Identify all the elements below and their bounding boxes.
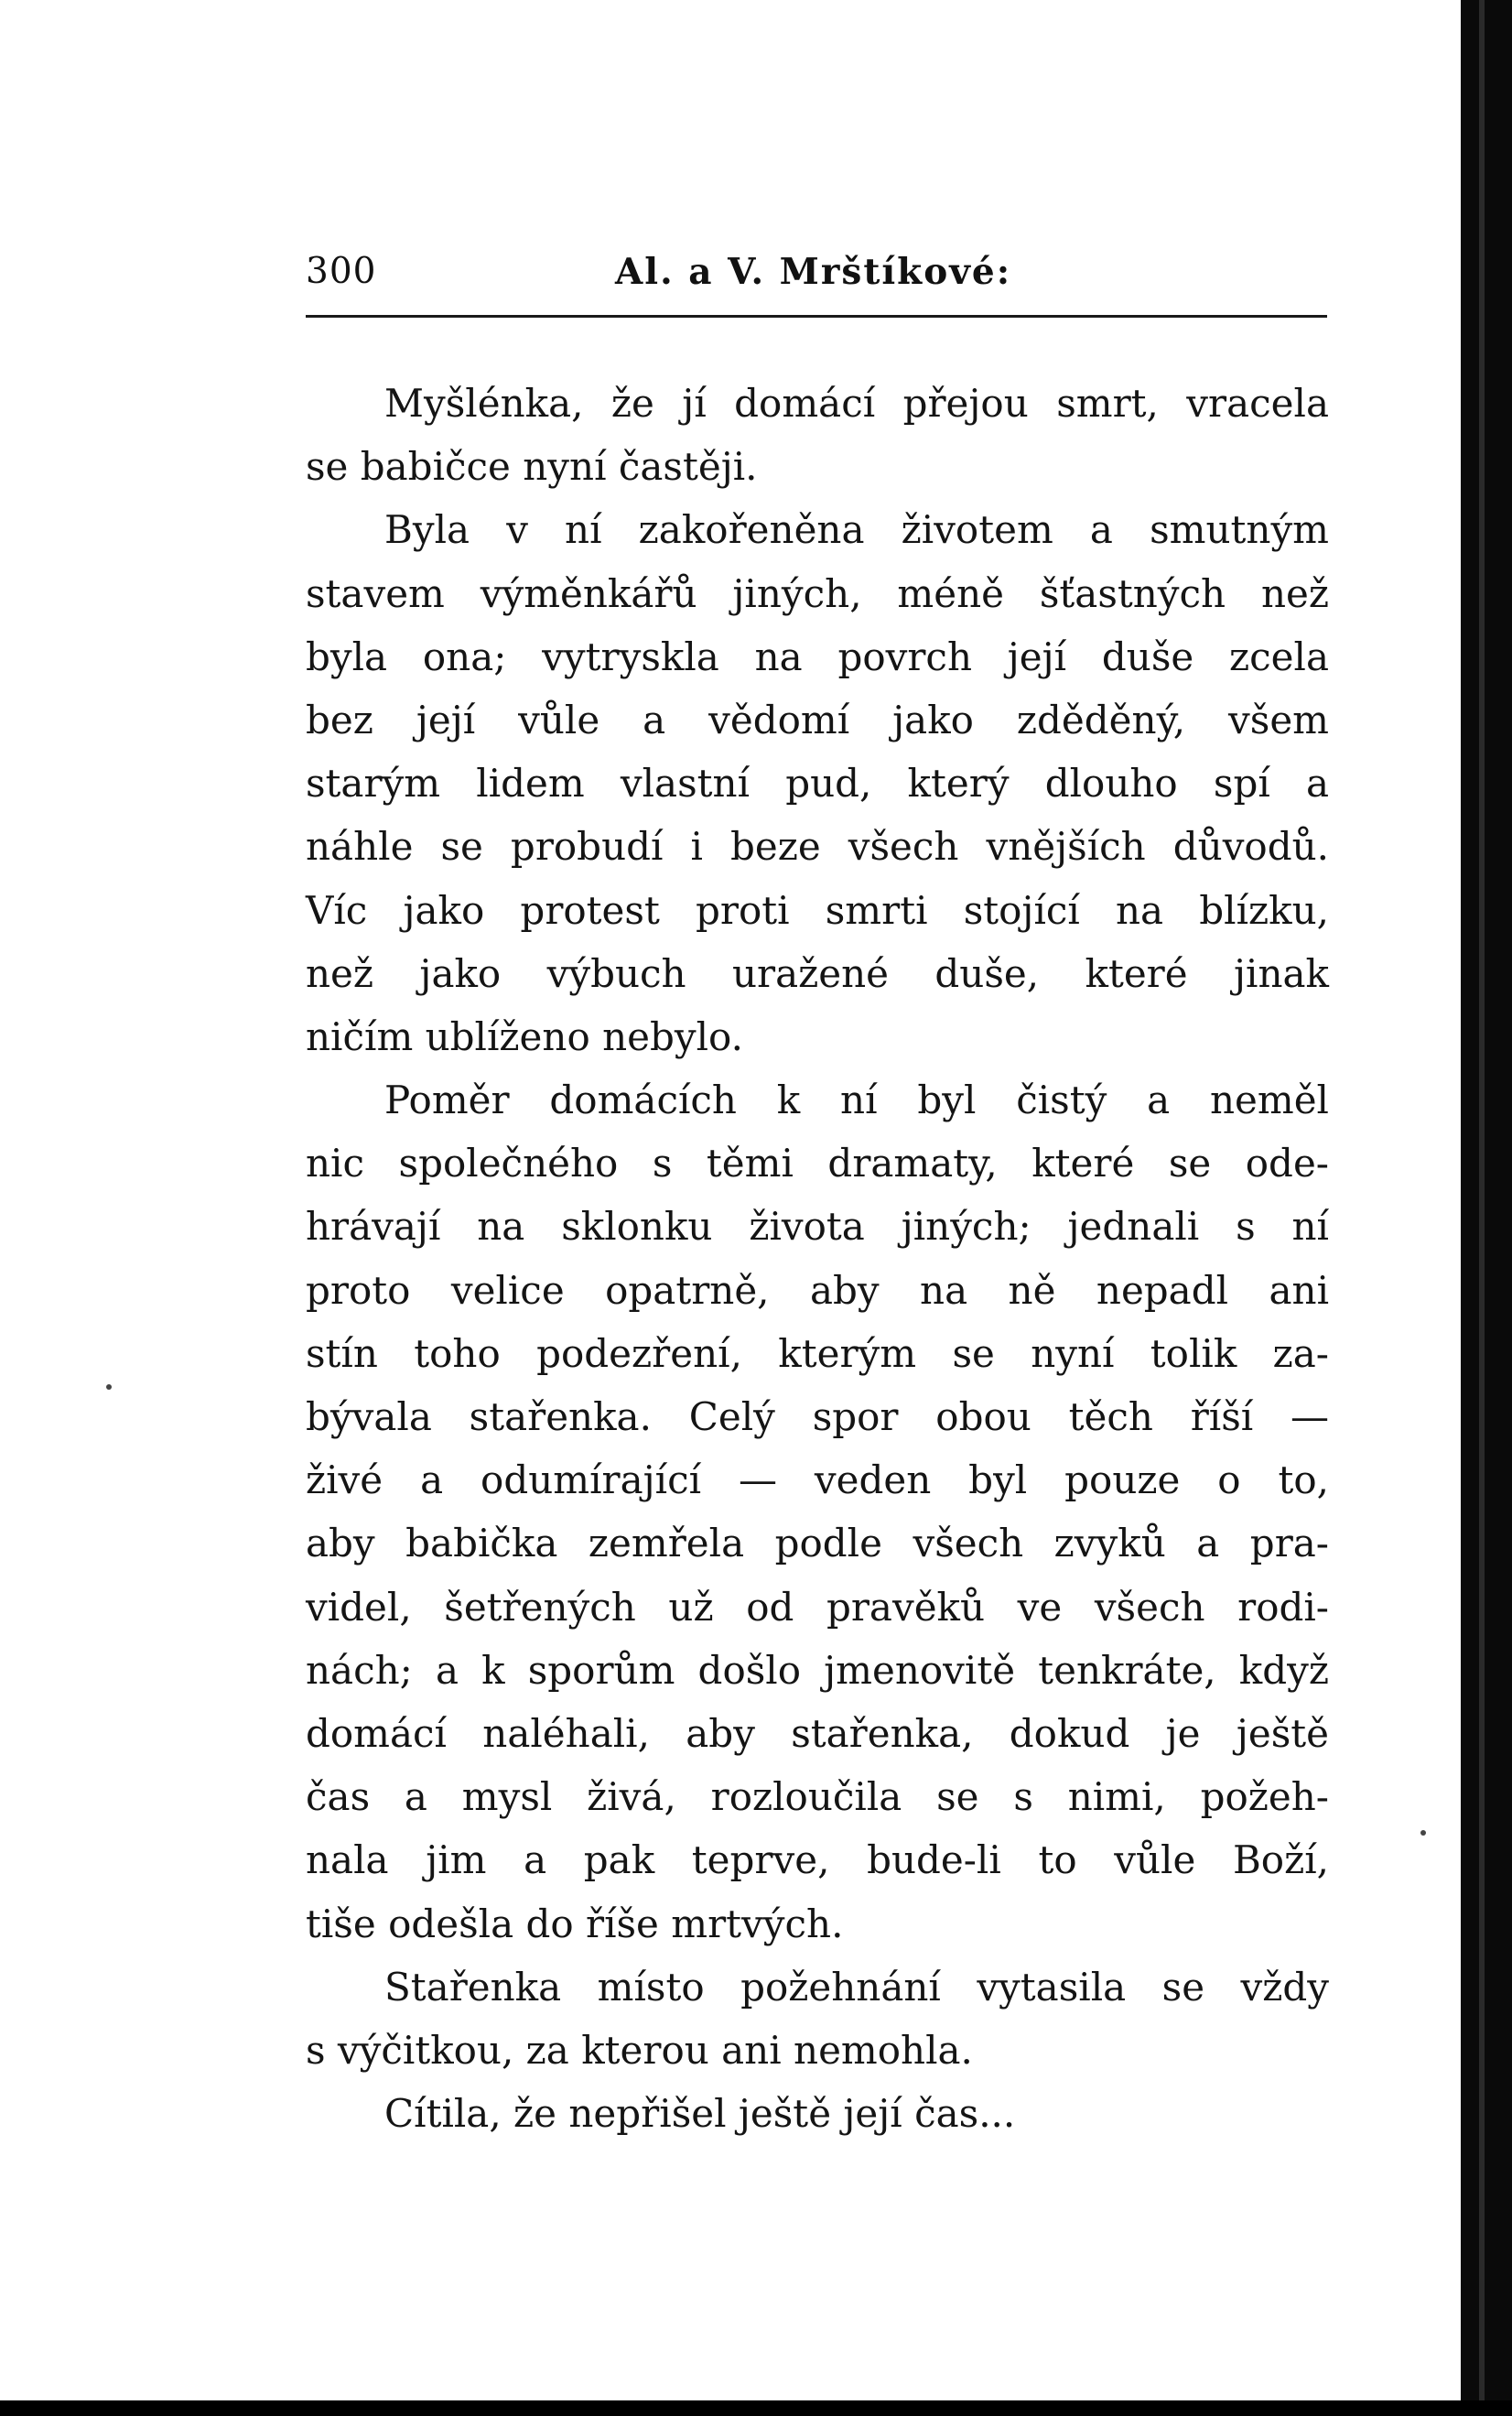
text-line: stín toho podezření, kterým se nyní tolik za- — [306, 1330, 1329, 1376]
text-line: Víc jako protest proti smrti stojící na blízku, — [306, 887, 1329, 933]
text-line: stavem výměnkářů jiných, méně šťastných než — [306, 570, 1329, 616]
text-line: proto velice opatrně, aby na ně nepadl ani — [306, 1267, 1329, 1313]
running-title: Al. a V. Mrštíkové: — [615, 251, 1012, 293]
header-rule — [306, 315, 1327, 318]
text-line: tiše odešla do říše mrtvých. — [306, 1901, 844, 1946]
text-line: videl, šetřených už od pravěků ve všech rodi- — [306, 1584, 1329, 1630]
page-number: 300 — [306, 251, 377, 292]
text-line: nách; a k sporům došlo jmenovitě tenkráte, když — [306, 1647, 1329, 1693]
text-line: bez její vůle a vědomí jako zděděný, všem — [306, 697, 1329, 742]
running-head — [306, 251, 1327, 306]
text-line: Cítila, že nepřišel ještě její čas... — [384, 2091, 1016, 2137]
text-line: nic společného s těmi dramaty, které se ode- — [306, 1141, 1329, 1186]
paper-speck — [106, 1384, 112, 1390]
text-line: hrávají na sklonku života jiných; jednali s ní — [306, 1204, 1329, 1250]
text-line: Byla v ní zakořeněna životem a smutným — [384, 507, 1329, 553]
text-line: náhle se probudí i beze všech vnějších důvodů. — [306, 824, 1329, 870]
text-line: byla ona; vytryskla na povrch její duše zcela — [306, 634, 1329, 679]
text-line: čas a mysl živá, rozloučila se s nimi, požeh- — [306, 1774, 1329, 1820]
text-line: Stařenka místo požehnání vytasila se vždy — [384, 1964, 1329, 2010]
paper-speck — [1420, 1830, 1426, 1836]
text-line: Myšlénka, že jí domácí přejou smrt, vracela — [384, 381, 1329, 426]
text-line: než jako výbuch uražené duše, které jinak — [306, 950, 1329, 996]
scan-edge-line — [1479, 0, 1485, 2416]
text-line: živé a odumírající — veden byl pouze o to, — [306, 1457, 1329, 1503]
text-line: bývala stařenka. Celý spor obou těch říší — — [306, 1394, 1329, 1439]
scan-bottom-border — [0, 2400, 1512, 2416]
text-line: nala jim a pak teprve, bude-li to vůle Boží, — [306, 1837, 1329, 1883]
text-line: s výčitkou, za kterou ani nemohla. — [306, 2027, 973, 2073]
body-text — [306, 372, 1329, 2145]
text-line: aby babička zemřela podle všech zvyků a pra- — [306, 1521, 1329, 1566]
text-line: ničím ublíženo nebylo. — [306, 1013, 743, 1059]
text-line: starým lidem vlastní pud, který dlouho spí a — [306, 761, 1329, 807]
text-line: Poměr domácích k ní byl čistý a neměl — [384, 1078, 1329, 1123]
scan-border — [1461, 0, 1512, 2416]
text-line: se babičce nyní častěji. — [306, 444, 758, 490]
text-line: domácí naléhali, aby stařenka, dokud je ještě — [306, 1710, 1329, 1756]
